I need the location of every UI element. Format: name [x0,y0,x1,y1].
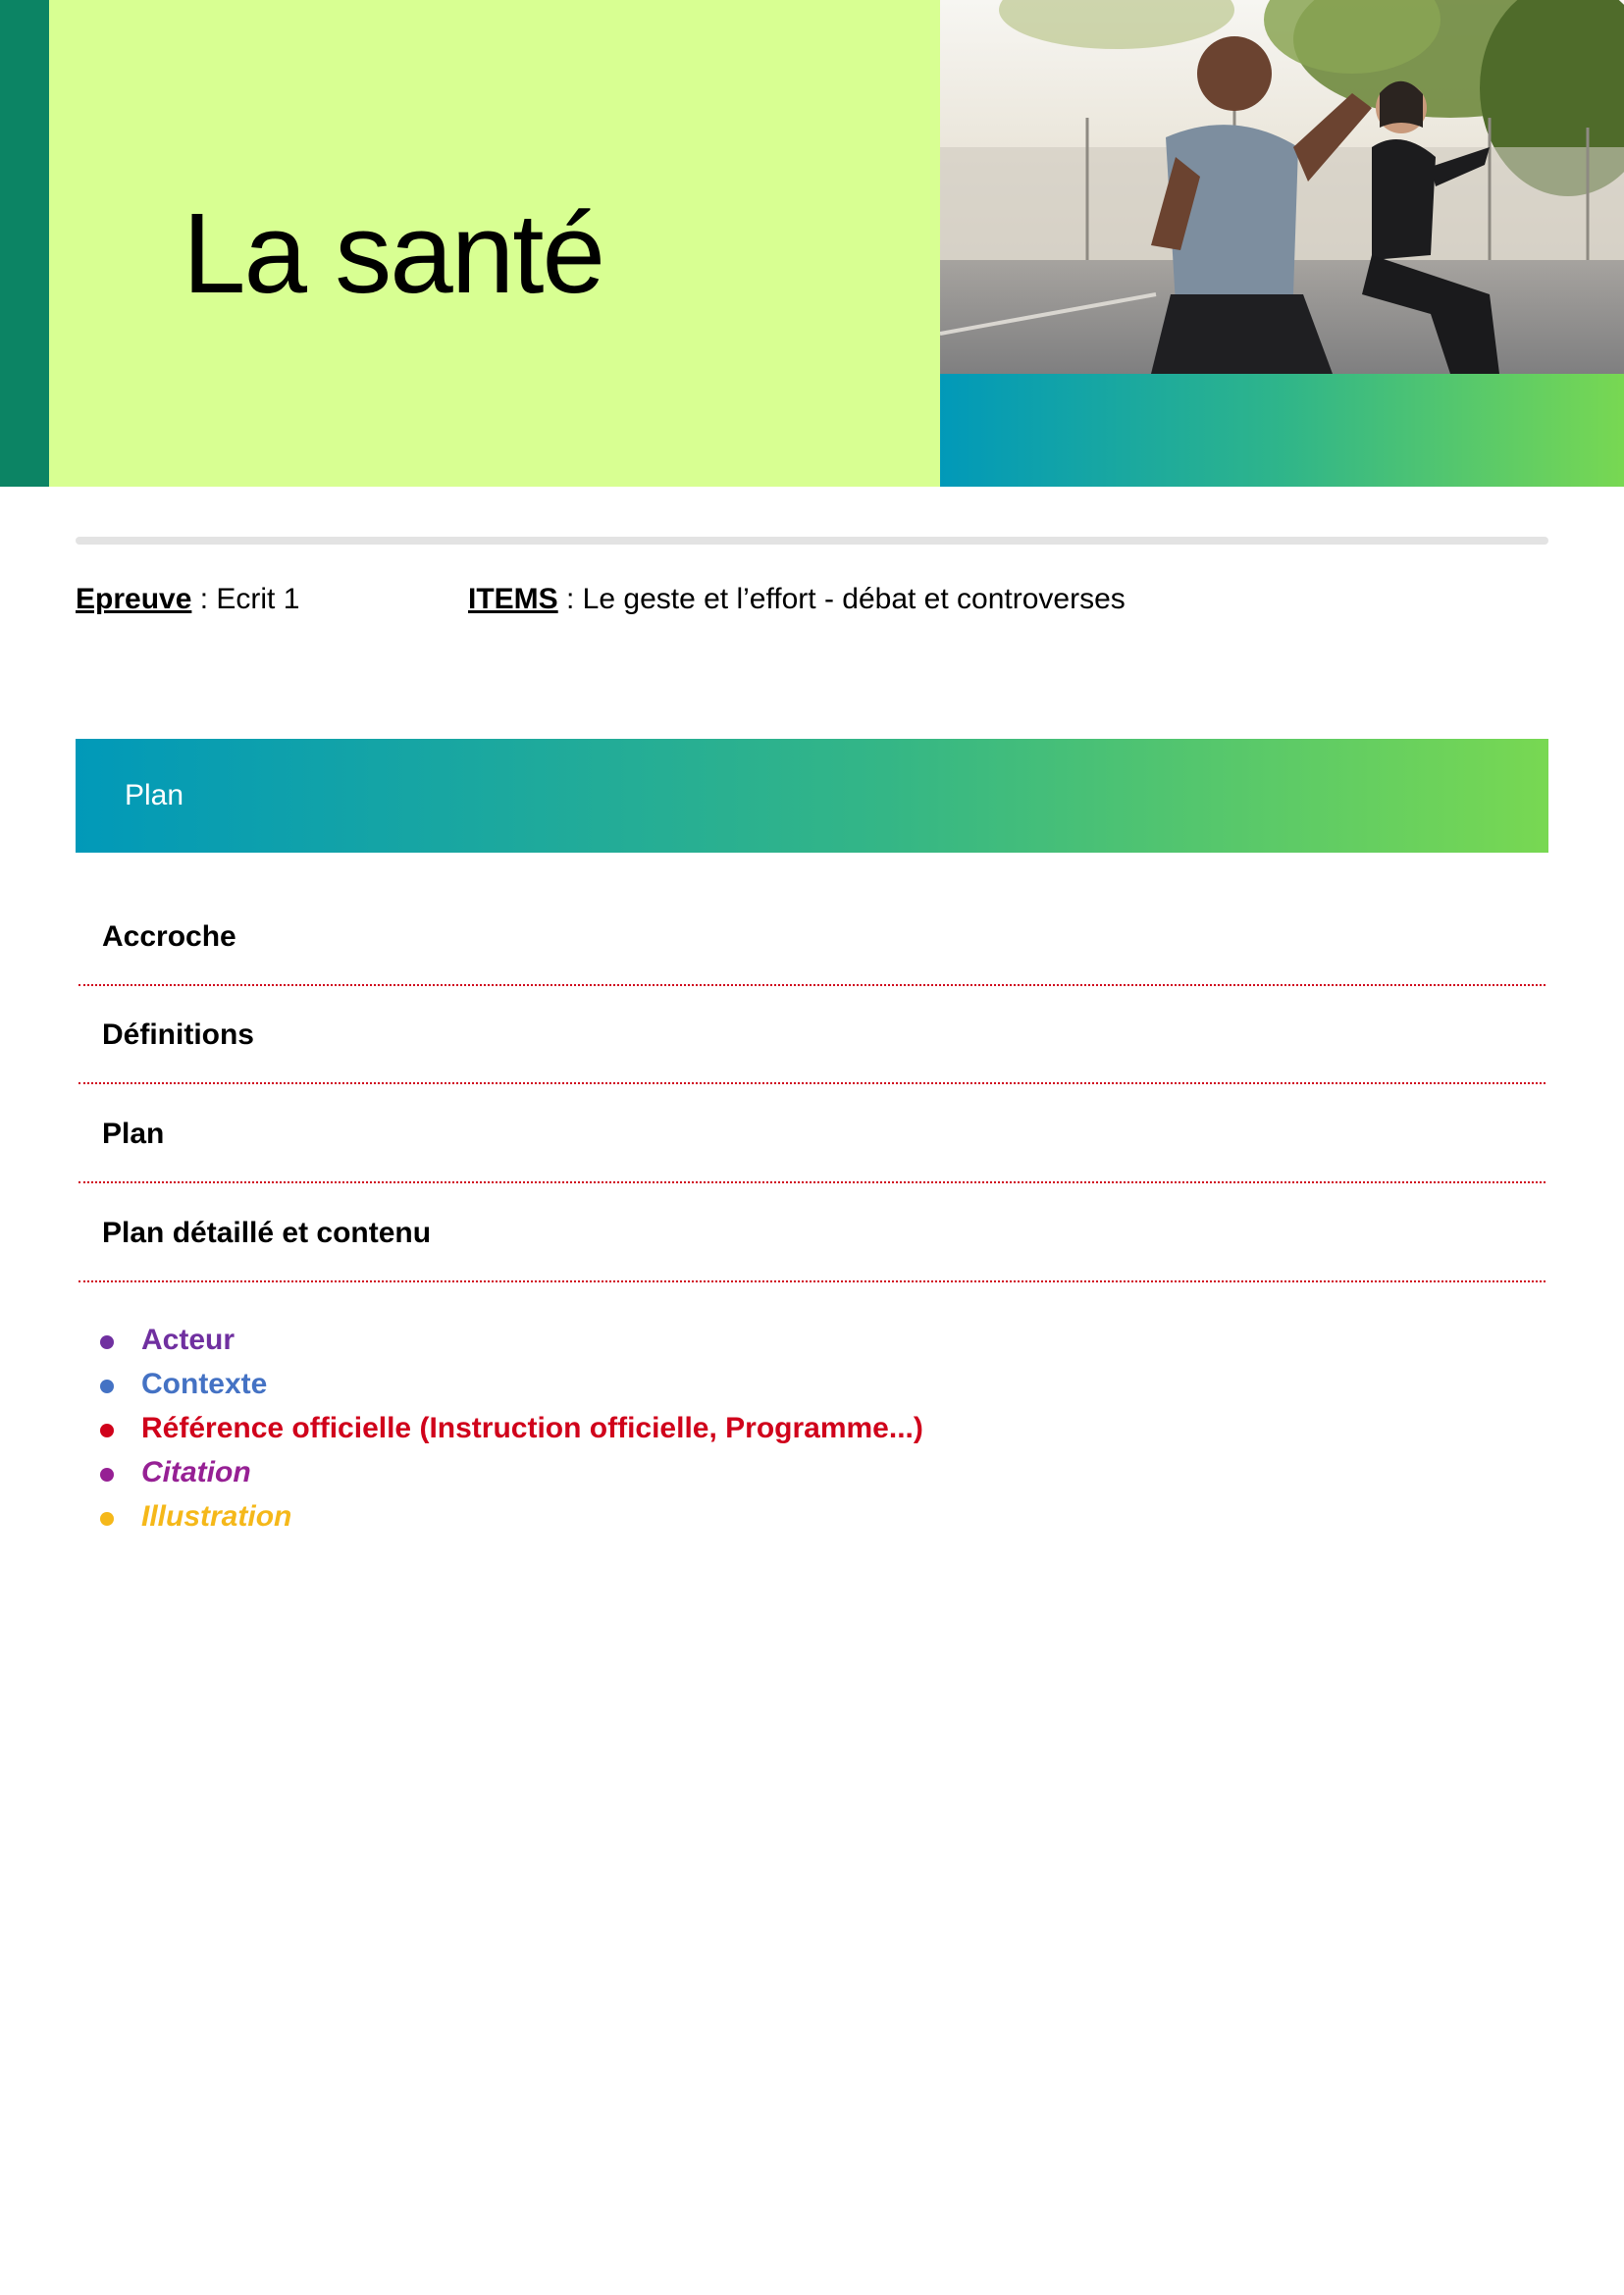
section-accroche [76,888,1548,986]
header-photo [940,0,1624,374]
legend-label: Acteur [141,1324,236,1356]
bullet-dot-icon [100,1380,114,1393]
legend-item-contexte [98,1362,923,1406]
legend-label: Citation [141,1456,251,1488]
header-title-panel [49,0,940,487]
dotted-divider [79,1280,1545,1282]
page-title: La santé [183,189,604,317]
header-gradient-bar [940,374,1624,487]
bullet-dot-icon [100,1512,114,1526]
plan-banner [76,739,1548,853]
section-label: Plan [102,1118,165,1150]
epreuve-label: Epreuve [76,583,192,615]
section-plan-detaille [76,1184,1548,1282]
section-label: Plan détaillé et contenu [102,1217,432,1249]
dotted-divider [79,1181,1545,1183]
section-label: Accroche [102,920,236,953]
legend-label: Contexte [141,1368,268,1400]
bullet-dot-icon [100,1424,114,1437]
divider [76,537,1548,545]
items-value: : Le geste et l’effort - débat et controverses [557,583,1126,615]
epreuve-value: : Ecrit 1 [191,583,300,615]
items-label: ITEMS [468,583,558,615]
legend-label: Référence officielle (Instruction officielle, Programme...) [141,1412,923,1444]
legend-item-citation [98,1450,923,1494]
section-plan [76,1085,1548,1183]
legend-item-reference-officielle [98,1406,923,1450]
legend-label: Illustration [141,1500,292,1533]
legend-item-acteur [98,1318,923,1362]
epreuve-line [76,580,299,619]
exercise-photo-illustration [940,0,1624,374]
dotted-divider [79,1082,1545,1084]
section-label: Définitions [102,1018,254,1051]
legend-item-illustration [98,1494,923,1539]
section-definitions [76,986,1548,1084]
plan-banner-label: Plan [125,779,184,811]
items-line [468,580,1126,619]
header-left-stripe [0,0,49,487]
color-legend [98,1318,923,1539]
bullet-dot-icon [100,1468,114,1482]
bullet-dot-icon [100,1335,114,1349]
